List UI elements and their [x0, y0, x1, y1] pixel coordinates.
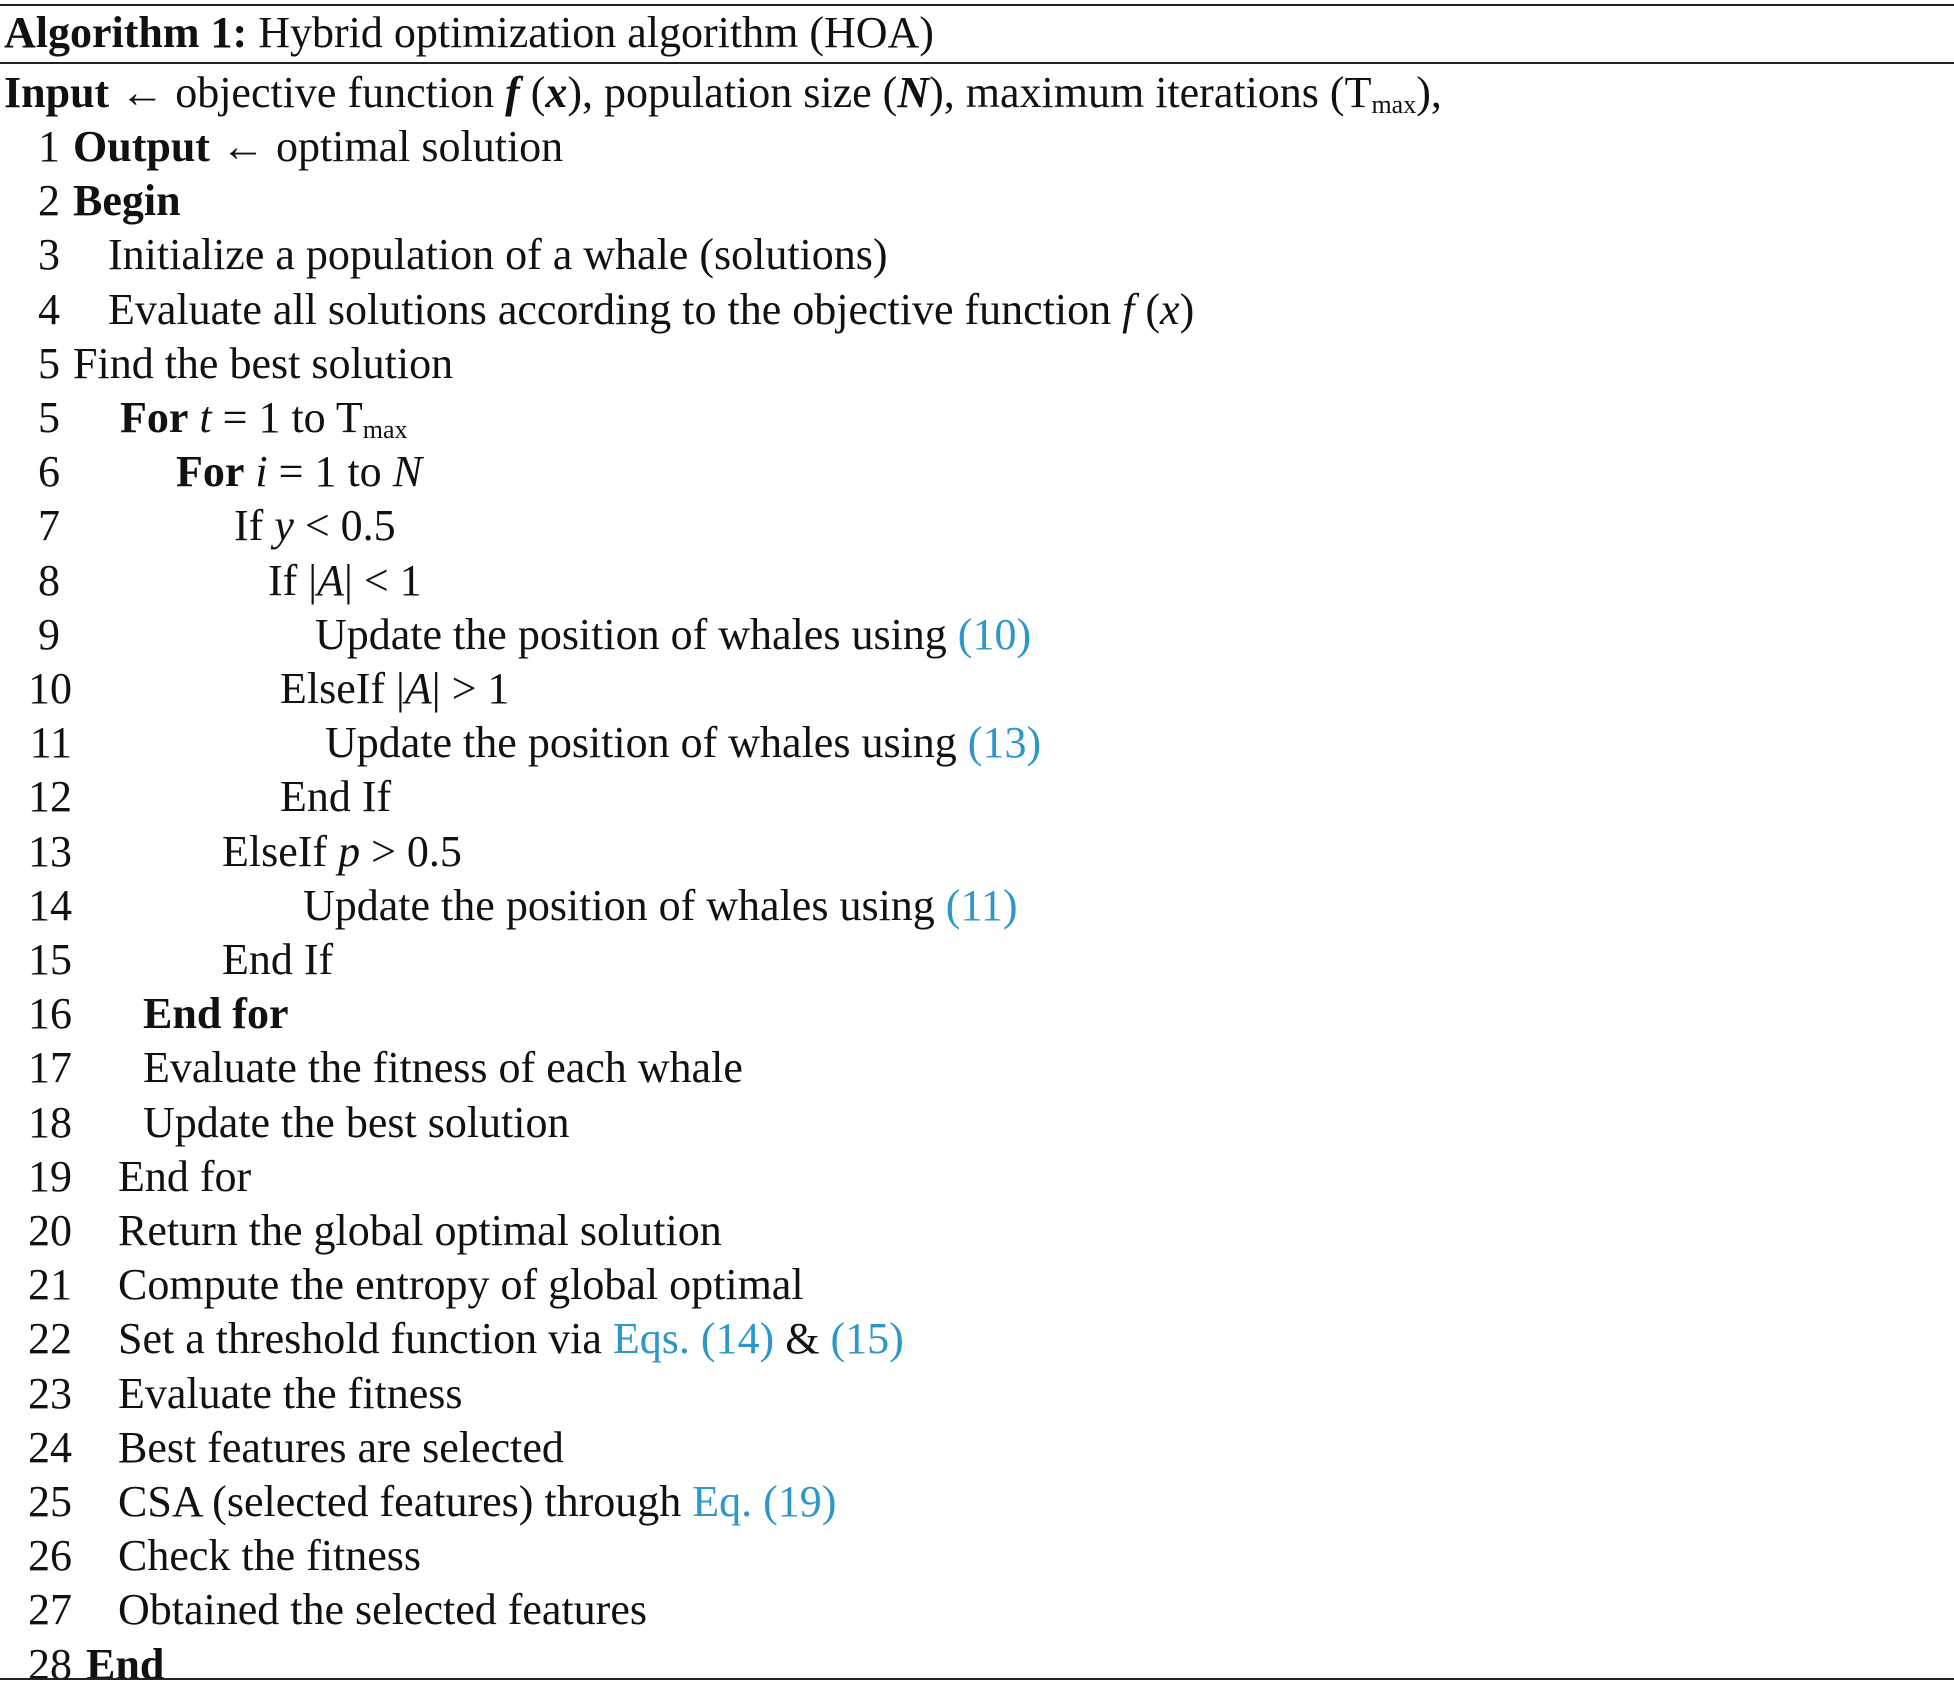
line-content — [118, 1583, 647, 1637]
equation-reference-link[interactable]: (13) — [967, 718, 1042, 768]
algorithm-line — [0, 1096, 1954, 1150]
line-number: 14 — [28, 880, 72, 930]
line-text: | > 1 — [431, 664, 510, 713]
line-text: Evaluate the fitness of each whale — [143, 1043, 743, 1093]
algorithm-title: Hybrid optimization algorithm (HOA) — [258, 8, 934, 57]
line-content — [118, 1204, 722, 1258]
line-text: Update the position of whales using — [315, 609, 958, 659]
line-content — [280, 770, 391, 824]
line-text: If | — [268, 555, 318, 605]
line-text: For — [176, 447, 245, 497]
algorithm-line — [0, 1204, 1954, 1258]
line-number: 18 — [28, 1097, 72, 1147]
algorithm-label: Algorithm 1: — [4, 8, 248, 57]
input-text: objective function — [164, 68, 506, 117]
line-text: Update the best solution — [143, 1097, 570, 1147]
line-content — [268, 554, 422, 608]
line-number: 5 — [38, 338, 60, 388]
line-text: Output — [73, 122, 210, 171]
line-number: 3 — [38, 230, 60, 280]
line-text: Set a threshold function via — [118, 1314, 613, 1364]
line-text: End If — [222, 935, 334, 984]
input-mid2: ), maximum iterations (T — [929, 68, 1372, 117]
line-number: 16 — [28, 989, 72, 1039]
line-number: 11 — [29, 718, 72, 768]
line-content — [118, 1312, 904, 1366]
line-number: 22 — [28, 1314, 72, 1364]
line-content — [315, 608, 1031, 662]
line-text: If — [234, 501, 275, 551]
line-content — [73, 120, 563, 174]
line-text: Evaluate all solutions according to the objective function — [108, 284, 1123, 334]
algorithm-line — [0, 987, 1954, 1041]
algorithm-line — [0, 1583, 1954, 1637]
line-number: 24 — [28, 1422, 72, 1472]
algorithm-line — [0, 662, 1954, 716]
line-text: > 0.5 — [360, 826, 462, 876]
line-text: y — [274, 501, 294, 551]
line-text: Initialize a population of a whale (solutions) — [108, 230, 888, 280]
line-number: 15 — [28, 935, 72, 984]
line-text: End — [86, 1639, 165, 1689]
line-content — [118, 1421, 564, 1475]
line-number: 9 — [38, 609, 60, 659]
line-text: A — [404, 664, 432, 713]
algorithm-line — [0, 1041, 1954, 1095]
line-text — [188, 393, 199, 442]
algorithm-line — [0, 283, 1954, 337]
line-text: max — [362, 415, 408, 444]
line-text: N — [392, 447, 423, 497]
line-text: f — [1122, 284, 1135, 334]
line-number: 13 — [28, 826, 72, 876]
algorithm-line — [0, 1638, 1954, 1692]
line-number: 26 — [28, 1531, 72, 1581]
algorithm-line — [0, 1475, 1954, 1529]
line-content — [143, 1096, 570, 1150]
line-text: t — [199, 393, 212, 442]
input-n: N — [897, 68, 930, 117]
line-number: 28 — [28, 1639, 72, 1689]
equation-reference-link[interactable]: Eq. (19) — [692, 1477, 837, 1526]
bottom-rule — [0, 1678, 1954, 1680]
algorithm-line — [0, 608, 1954, 662]
line-content — [118, 1475, 836, 1529]
line-text: | < 1 — [344, 555, 422, 605]
line-text: Check the fitness — [118, 1531, 422, 1581]
line-text: Update the position of whales using — [303, 880, 946, 930]
line-content — [108, 228, 888, 282]
line-number: 20 — [28, 1206, 72, 1255]
input-open: ( — [519, 68, 546, 117]
line-number: 10 — [28, 664, 72, 713]
algorithm-line — [0, 174, 1954, 228]
line-number: 21 — [28, 1260, 72, 1310]
line-text: Best features are selected — [118, 1422, 564, 1472]
line-number: 4 — [38, 284, 60, 334]
algorithm-line — [0, 825, 1954, 879]
line-text: For — [120, 393, 189, 442]
algorithm-line — [0, 716, 1954, 770]
equation-reference-link[interactable]: (15) — [830, 1314, 904, 1364]
input-arrow: ← — [120, 68, 165, 117]
line-number: 8 — [38, 555, 60, 605]
line-content — [222, 825, 462, 879]
algorithm-caption — [4, 6, 934, 60]
line-text: p — [338, 826, 361, 876]
line-text: Compute the entropy of global optimal — [118, 1260, 804, 1310]
equation-reference-link[interactable]: (10) — [957, 609, 1032, 659]
algorithm-line — [0, 1258, 1954, 1312]
line-content — [303, 879, 1017, 933]
algorithm-line — [0, 337, 1954, 391]
algorithm-line — [0, 228, 1954, 282]
line-number: 12 — [28, 772, 72, 822]
algorithm-line — [0, 1150, 1954, 1204]
line-content — [222, 933, 333, 987]
line-text: x — [1160, 284, 1180, 334]
line-text: End If — [280, 772, 392, 822]
line-text: ElseIf — [222, 826, 339, 876]
line-text: Find the best solution — [73, 338, 454, 388]
input-mid: ), population size ( — [567, 68, 898, 117]
algorithm-line — [0, 499, 1954, 553]
line-text — [244, 447, 255, 496]
line-content — [73, 337, 453, 391]
input-end: ), — [1416, 68, 1442, 117]
algorithm-line — [0, 391, 1954, 445]
algorithm-line — [0, 879, 1954, 933]
line-content — [86, 1638, 164, 1692]
input-tmax-sub: max — [1371, 90, 1417, 119]
line-content — [176, 445, 422, 499]
algorithm-line — [0, 1312, 1954, 1366]
line-number: 1 — [38, 122, 60, 171]
line-number: 5 — [38, 393, 60, 442]
line-text: Begin — [73, 176, 181, 226]
line-text: ← optimal solution — [209, 122, 564, 171]
input-f: f — [505, 68, 520, 117]
algorithm-line — [0, 120, 1954, 174]
algorithm-line — [0, 445, 1954, 499]
line-content — [118, 1529, 421, 1583]
equation-reference-link[interactable]: Eqs. (14) — [612, 1314, 775, 1364]
header-rule — [0, 62, 1954, 64]
line-content — [118, 1367, 463, 1421]
line-number: 17 — [28, 1043, 72, 1093]
line-text: CSA (selected features) through — [118, 1477, 693, 1526]
line-text: i — [255, 447, 268, 497]
line-content — [143, 1041, 743, 1095]
line-text: End for — [143, 989, 289, 1039]
line-content — [73, 174, 181, 228]
line-number: 7 — [38, 501, 60, 551]
line-number: 2 — [38, 176, 60, 226]
algorithm-line — [0, 1421, 1954, 1475]
line-number: 19 — [28, 1151, 72, 1201]
line-text: A — [317, 555, 345, 605]
input-x: x — [545, 68, 568, 117]
algorithm-line — [0, 933, 1954, 987]
line-text: Obtained the selected features — [118, 1585, 647, 1635]
line-content — [325, 716, 1041, 770]
line-text: < 0.5 — [293, 501, 396, 551]
line-content — [118, 1258, 804, 1312]
line-text: End for — [118, 1151, 252, 1201]
algorithm-line — [0, 554, 1954, 608]
line-text: ) — [1179, 284, 1195, 334]
line-content — [118, 1150, 251, 1204]
line-text: Update the position of whales using — [325, 718, 968, 768]
algorithm-line — [0, 770, 1954, 824]
line-number: 6 — [38, 447, 60, 497]
equation-reference-link[interactable]: (11) — [945, 880, 1018, 930]
line-text: ElseIf | — [280, 664, 405, 713]
line-number: 27 — [28, 1585, 72, 1635]
line-content — [143, 987, 288, 1041]
line-text: = 1 to — [267, 447, 393, 497]
algorithm-line — [0, 1367, 1954, 1421]
line-content — [280, 662, 509, 716]
line-text: ( — [1134, 284, 1161, 334]
line-text: Return the global optimal solution — [118, 1206, 722, 1255]
line-content — [108, 283, 1194, 337]
input-keyword: Input — [4, 68, 110, 117]
line-number: 25 — [28, 1477, 72, 1526]
algorithm-line — [0, 1529, 1954, 1583]
line-text: = 1 to T — [211, 393, 363, 442]
line-number: 23 — [28, 1368, 72, 1418]
line-content — [234, 499, 396, 553]
line-text: & — [774, 1314, 831, 1364]
line-text: Evaluate the fitness — [118, 1368, 463, 1418]
